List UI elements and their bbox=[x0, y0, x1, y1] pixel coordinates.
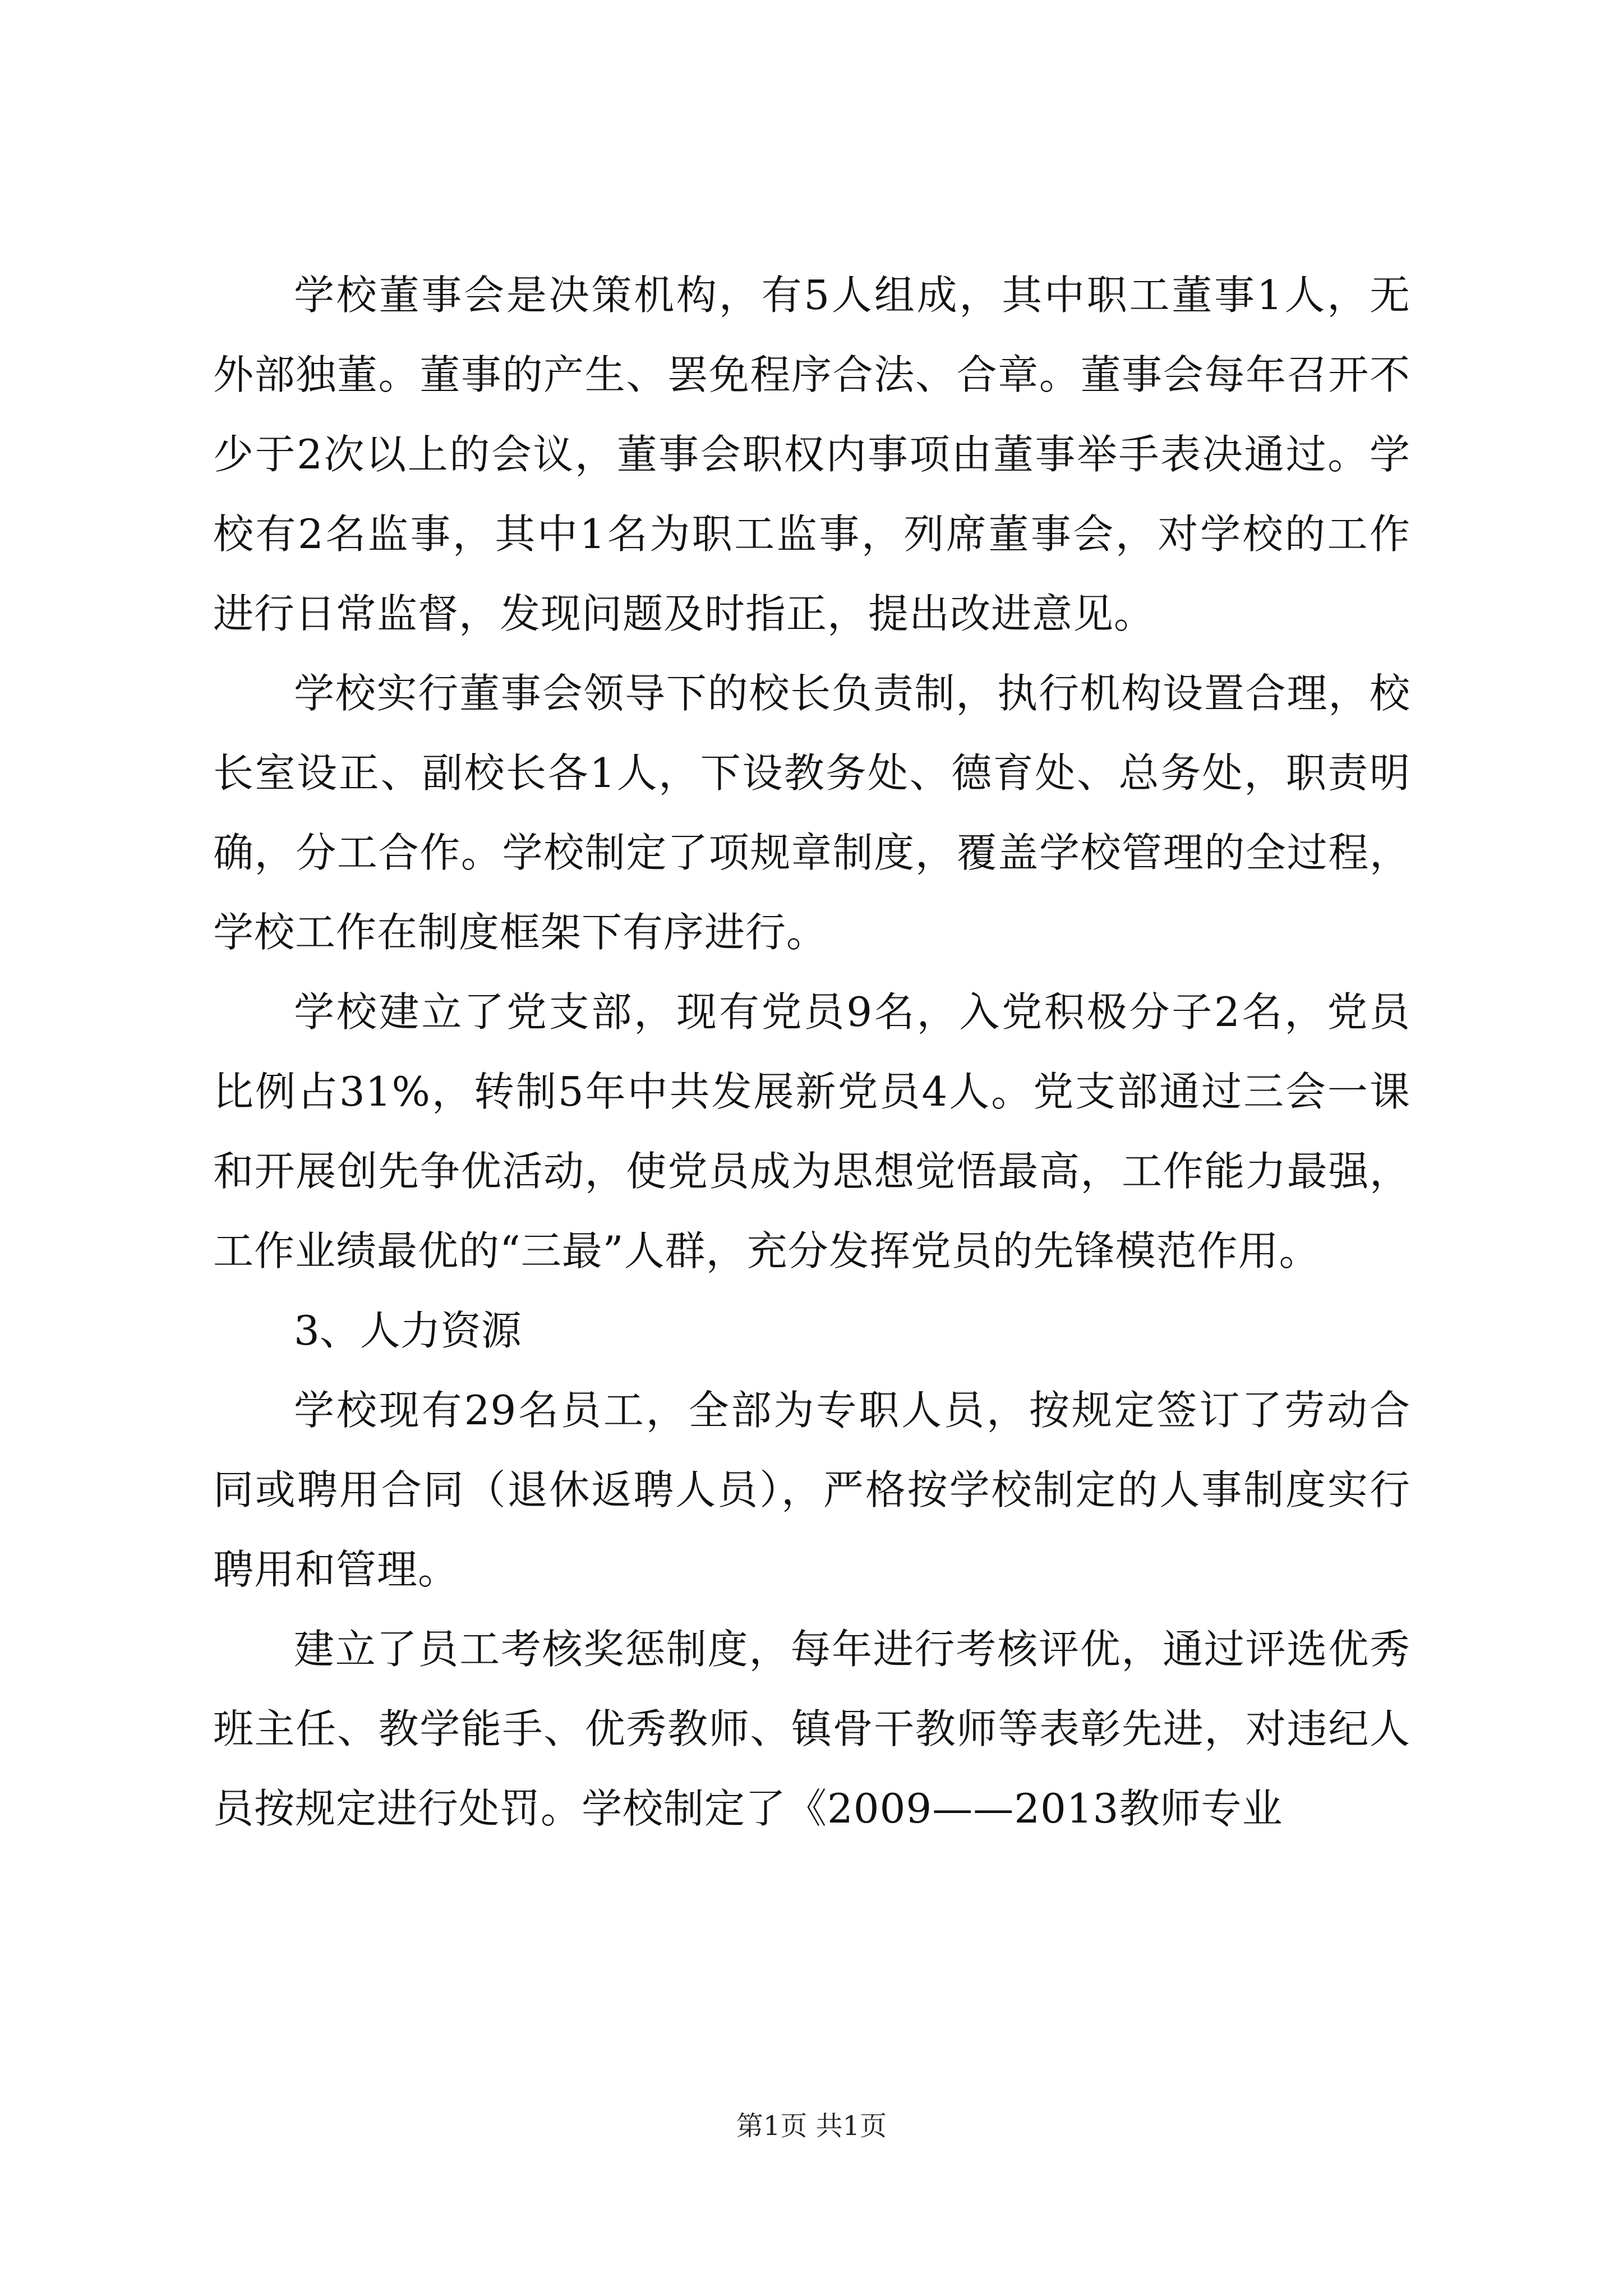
section-heading-human-resources: 3、人力资源 bbox=[294, 1307, 522, 1354]
paragraph-staff: 学校现有29名员工，全部为专职人员，按规定签订了劳动合同或聘用合同（退休返聘人员），严格按学校制定的人事制度实行聘用和管理。 bbox=[213, 1387, 1410, 1593]
paragraph-board-of-directors: 学校董事会是决策机构，有5人组成，其中职工董事1人，无外部独董。董事的产生、罢免程序合法、合章。董事会每年召开不少于2次以上的会议，董事会职权内事项由董事举手表决通过。学校有2名监事，其中1名为职工监事，列席董事会，对学校的工作进行日常监督，发现问题及时指正，提出改进意见。 bbox=[213, 272, 1410, 637]
paragraph-principal-responsibility: 学校实行董事会领导下的校长负责制，执行机构设置合理，校长室设正、副校长各1人，下设教务处、德育处、总务处，职责明确，分工合作。学校制定了项规章制度，覆盖学校管理的全过程，学校工作在制度框架下有序进行。 bbox=[213, 670, 1410, 956]
document-body bbox=[213, 255, 1410, 1848]
paragraph-assessment: 建立了员工考核奖惩制度，每年进行考核评优，通过评选优秀班主任、教学能手、优秀教师、镇骨干教师等表彰先进，对违纪人员按规定进行处罚。学校制定了《2009——2013教师专业 bbox=[213, 1626, 1410, 1832]
page-footer: 第1页 共1页 bbox=[736, 2110, 887, 2142]
paragraph-party-branch: 学校建立了党支部，现有党员9名，入党积极分子2名，党员比例占31%，转制5年中共发展新党员4人。党支部通过三会一课和开展创先争优活动，使党员成为思想觉悟最高，工作能力最强，工作业绩最优的“三最”人群，充分发挥党员的先锋模范作用。 bbox=[213, 988, 1410, 1274]
